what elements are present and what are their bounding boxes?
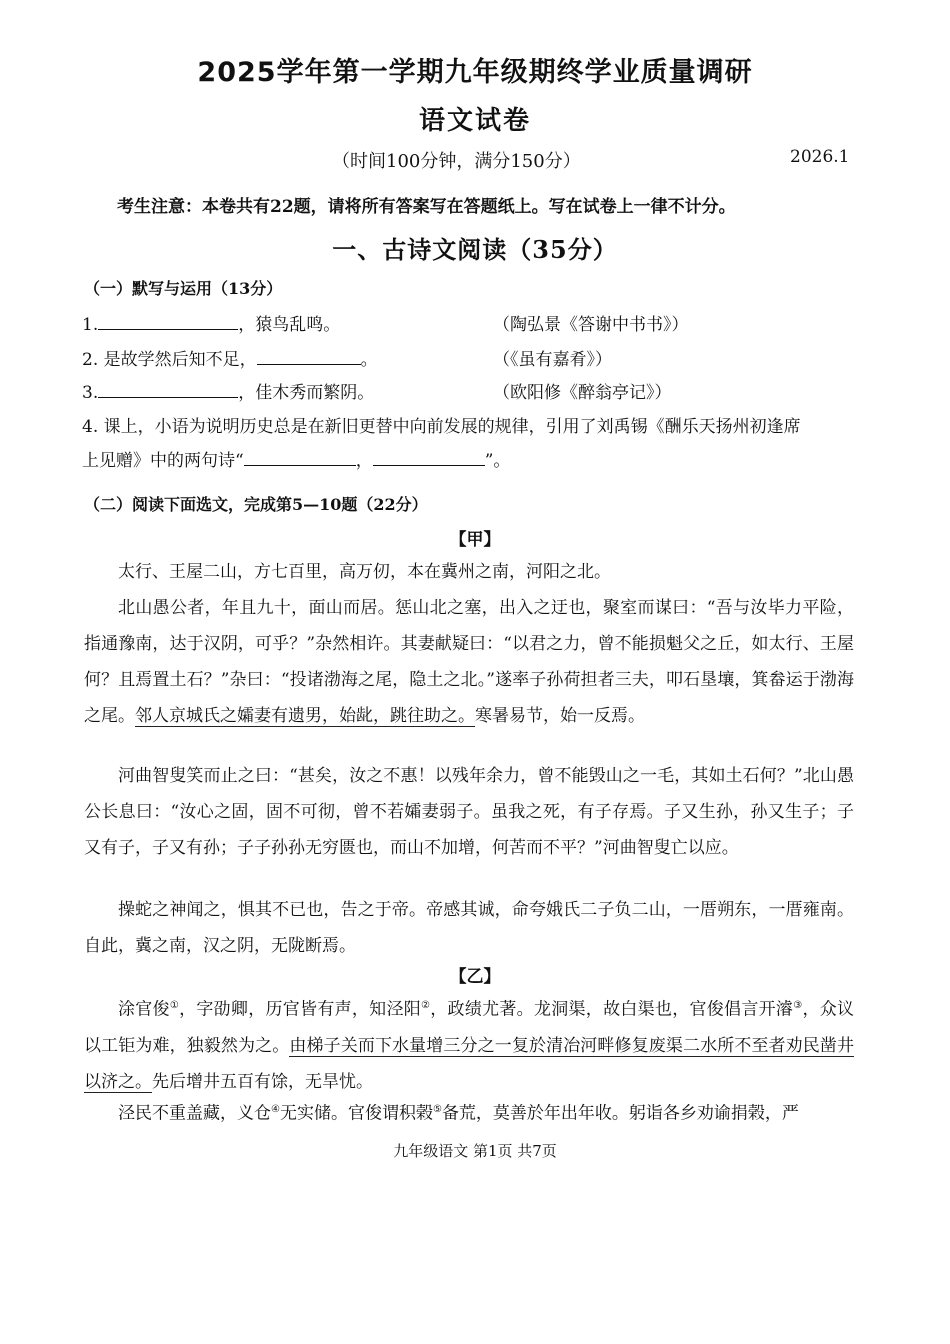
passage-text: ，字劭卿，历官皆有声，知泾阳 — [179, 999, 422, 1020]
answer-blank[interactable] — [257, 346, 361, 365]
section-title: 一、古诗文阅读（35分） — [332, 235, 618, 264]
question-separator: ， — [355, 451, 373, 471]
passage-text: ，政绩尤著。龙洞渠，故白渠也，官俊倡言开濬 — [430, 999, 794, 1020]
answer-blank[interactable] — [244, 447, 356, 466]
question-number: 1. — [82, 315, 99, 335]
passage-jia-p3: 河曲智叟笑而止之曰：“甚矣，汝之不惠！以残年余力，曾不能毁山之一毛，其如土石何？”北山愚公长息曰：“汝心之固，固不可彻，曾不若孀妻弱子。虽我之死，有子存焉。子又生孙，孙又生子；子又有子，子又有孙；子子孙孙无穷匮也，而山不加增，何苦而不平？”河曲智叟亡以应。 — [84, 766, 854, 858]
question-end: 。 — [360, 350, 378, 370]
passage-text: 寒暑易节，始一反焉。 — [475, 706, 645, 726]
question-text: 2. 是故学然后知不足， — [82, 350, 257, 370]
part2-title: （二）阅读下面选文，完成第5—10题（22分） — [84, 495, 428, 514]
footnote-marker: ③ — [793, 1000, 803, 1011]
exam-notice: 考生注意：本卷共有22题，请将所有答案写在答题纸上。写在试卷上一律不计分。 — [117, 197, 736, 217]
passage-jia-p1: 太行、王屋二山，方七百里，高万仞，本在冀州之南，河阳之北。 — [118, 562, 611, 582]
footnote-marker: ② — [421, 1000, 431, 1011]
passage-text: 先后增井五百有馀，无旱忧。 — [152, 1071, 373, 1092]
part1-title: （一）默写与运用（13分） — [84, 279, 283, 298]
footnote-marker: ⑤ — [432, 1104, 442, 1115]
underlined-sentence: 邻人京城氏之孀妻有遗男，始龀，跳往助之。 — [135, 706, 475, 726]
question-text: ，猿鸟乱鸣。 — [238, 315, 341, 335]
passage-yi-p1 — [84, 988, 854, 1100]
question-source: （《虽有嘉肴》） — [493, 350, 612, 370]
passage-jia-p4: 操蛇之神闻之，惧其不已也，告之于帝。帝感其诚，命夸娥氏二子负二山，一厝朔东，一厝雍南。自此，冀之南，汉之阴，无陇断焉。 — [84, 900, 854, 956]
passage-text: 北山愚公者，年且九十，面山而居。惩山北之塞，出入之迂也，聚室而谋曰：“吾与汝毕力平险，指通豫南，达于汉阴，可乎？”杂然相许。其妻献疑曰：“以君之力，曾不能损魁父之丘，如太行、王屋何？且焉置土石？”杂曰：“投诸渤海之尾，隐土之北。”遂率子孙荷担者三夫，叩石垦壤，箕畚运于渤海之尾。 — [84, 598, 854, 726]
underlined-sentence: 由梯子关而下水量增三分之一复於清冶河畔修复废渠二水所不至者劝民凿井以济之。 — [84, 1035, 855, 1092]
passage-yi-label: 【乙】 — [449, 967, 501, 987]
answer-blank[interactable] — [98, 379, 238, 398]
time-info: （时间100分钟，满分150分） — [332, 151, 581, 172]
exam-title: 2025学年第一学期九年级期终学业质量调研 — [197, 57, 753, 88]
exam-subtitle: 语文试卷 — [418, 106, 531, 136]
footnote-marker: ④ — [271, 1104, 280, 1115]
question-1 — [82, 310, 340, 335]
exam-date: 2026.1 — [790, 147, 850, 167]
page-footer: 九年级语文 第1页 共7页 — [393, 1142, 557, 1160]
question-end: ”。 — [484, 451, 511, 471]
footnote-marker: ① — [169, 1000, 180, 1011]
question-text: ，佳木秀而繁阴。 — [238, 383, 375, 403]
question-source: （陶弘景《答谢中书书》） — [493, 315, 689, 335]
answer-blank[interactable] — [373, 447, 485, 466]
passage-text: ，众议以工钜为难，独毅然为之。 — [84, 999, 854, 1056]
question-2 — [82, 345, 378, 370]
question-4-line1: 4. 课上，小语为说明历史总是在新旧更替中向前发展的规律，引用了刘禹锡《酬乐天扬州初逢席 — [82, 417, 801, 437]
question-4-line2 — [82, 446, 510, 471]
question-number: 3. — [82, 383, 99, 403]
passage-yi-p2 — [84, 1092, 854, 1132]
question-3 — [82, 378, 374, 403]
answer-blank[interactable] — [98, 311, 238, 330]
question-source: （欧阳修《醉翁亭记》） — [493, 383, 672, 403]
passage-text: 泾民不重盖藏，义仓 — [118, 1103, 271, 1124]
passage-jia-label: 【甲】 — [449, 530, 501, 550]
passage-text: 无实储。官俊谓积榖 — [279, 1103, 433, 1124]
passage-text: 备荒，莫善於年出年收。躬诣各乡劝谕捐榖，严 — [441, 1103, 799, 1124]
passage-jia-p2 — [84, 590, 854, 734]
question-text: 上见赠》中的两句诗“ — [82, 451, 244, 471]
passage-text: 涂官俊 — [118, 999, 170, 1020]
